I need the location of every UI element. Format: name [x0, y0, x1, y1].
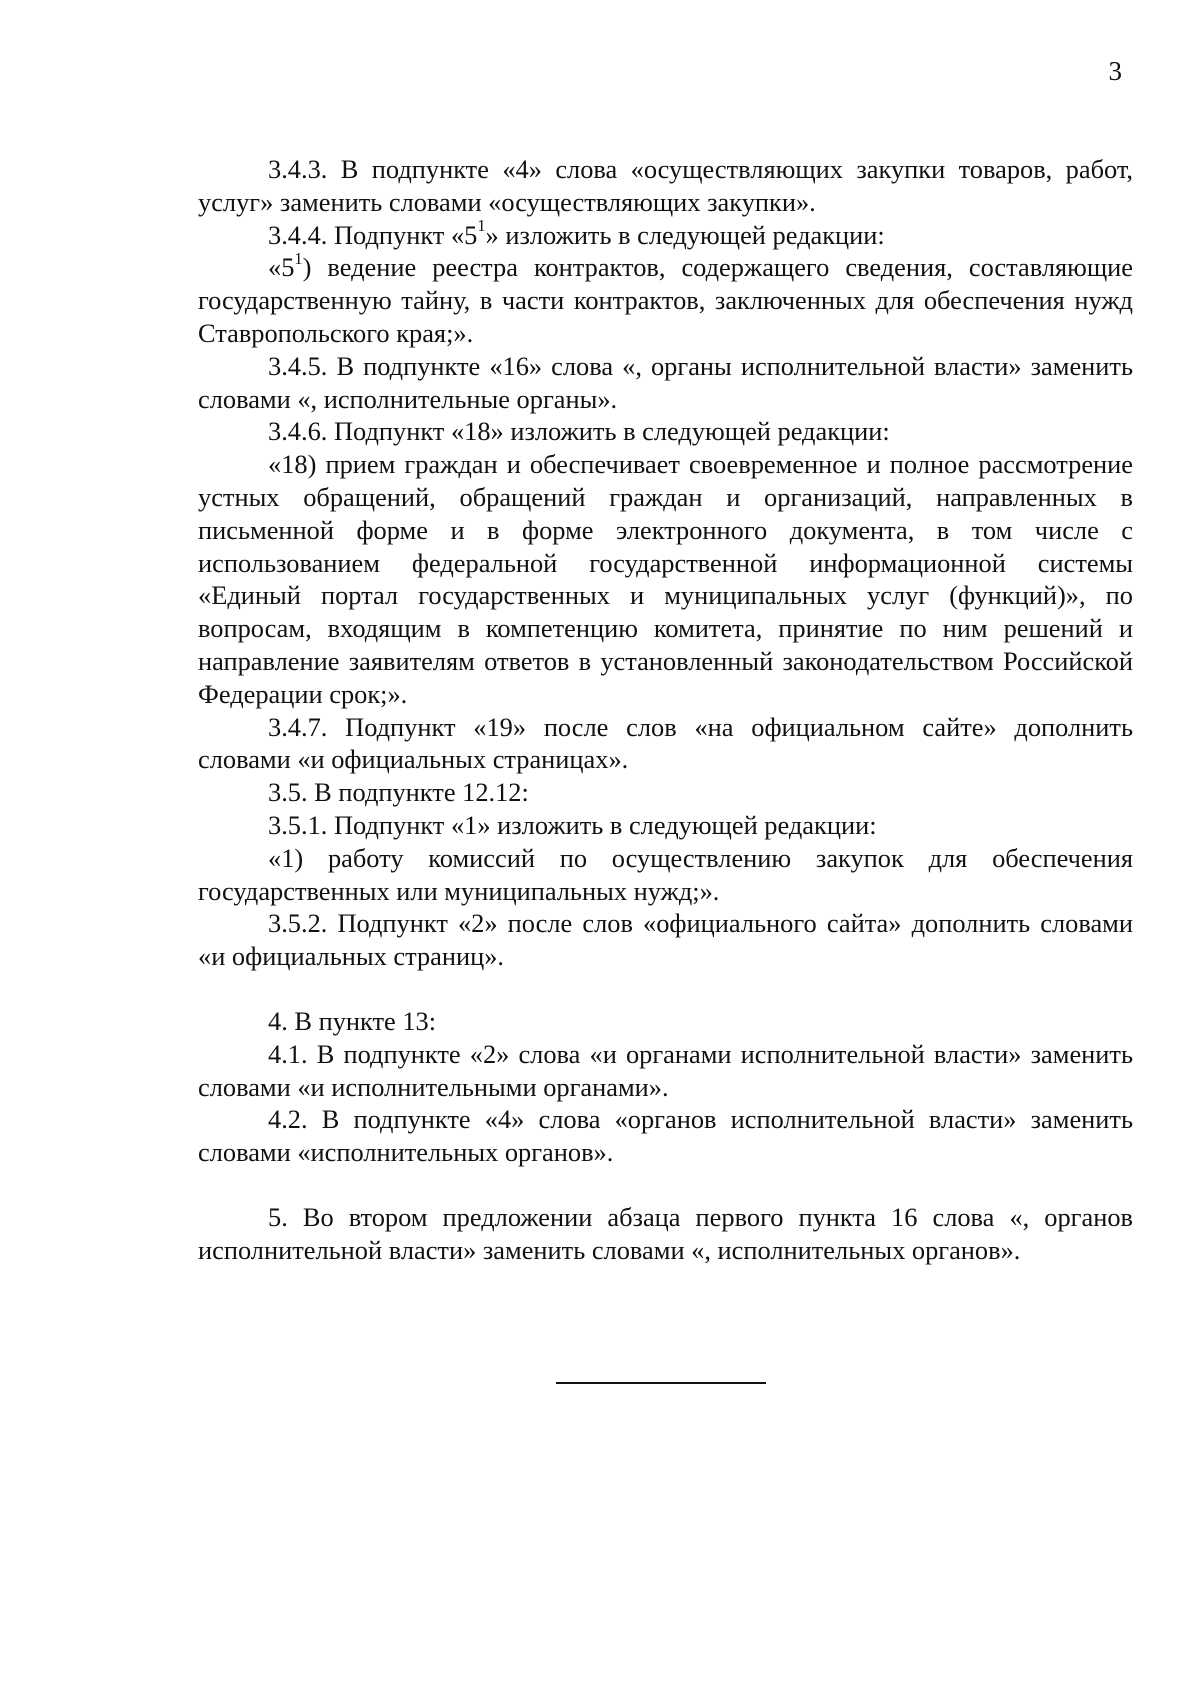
paragraph-4-2: 4.2. В подпункте «4» слова «органов исполнительной власти» заменить словами «исполнительных органов». — [198, 1104, 1133, 1168]
paragraph-3-5-2: 3.5.2. Подпункт «2» после слов «официального сайта» дополнить словами «и официальных страниц». — [198, 908, 1133, 972]
document-body — [198, 153, 1133, 1267]
quote-subpoint-1: «1) работу комиссий по осуществлению закупок для обеспечения государственных или муниципальных нужд;». — [198, 842, 1133, 906]
paragraph-3-4-4-tail: » изложить в следующей редакции: — [485, 219, 885, 250]
paragraph-3-4-7: 3.4.7. Подпункт «19» после слов «на официальном сайте» дополнить словами «и официальных страницах». — [198, 711, 1133, 775]
paragraph-3-4-4 — [198, 216, 1133, 252]
paragraph-spacer — [198, 973, 1133, 1005]
paragraph-4-1: 4.1. В подпункте «2» слова «и органами исполнительной власти» заменить словами «и исполнительными органами». — [198, 1038, 1133, 1102]
quote-subpoint-5-1 — [198, 251, 1133, 349]
paragraph-3-4-4-text: 3.4.4. Подпункт «5 — [268, 219, 478, 250]
paragraph-3-5-1: 3.5.1. Подпункт «1» изложить в следующей редакции: — [268, 809, 877, 840]
paragraph-3-4-6: 3.4.6. Подпункт «18» изложить в следующей редакции: — [268, 416, 890, 447]
superscript-one: 1 — [477, 216, 486, 236]
paragraph-spacer — [198, 1169, 1133, 1201]
paragraph-3-5: 3.5. В подпункте 12.12: — [268, 777, 529, 808]
paragraph-3-4-5: 3.4.5. В подпункте «16» слова «, органы исполнительной власти» заменить словами «, исполнительные органы». — [198, 350, 1133, 414]
paragraph-5: 5. Во втором предложении абзаца первого пункта 16 слова «, органов исполнительной власти» заменить словами «, исполнительных органов». — [198, 1201, 1133, 1265]
paragraph-4: 4. В пункте 13: — [268, 1005, 437, 1036]
page-number: 3 — [1108, 56, 1122, 86]
paragraph-3-4-3: 3.4.3. В подпункте «4» слова «осуществляющих закупки товаров, работ, услуг» заменить словами «осуществляющих закупки». — [198, 154, 1133, 217]
superscript-one: 1 — [294, 249, 303, 269]
end-of-document-rule — [556, 1382, 766, 1384]
quote-subpoint-5-1-tail: ) ведение реестра контрактов, содержащего сведения, составляющие государственную тайну, в части контрактов, заключенных для обеспечения нужд Ставропольского края;». — [198, 252, 1133, 348]
quote-subpoint-18: «18) прием граждан и обеспечивает своевременное и полное рассмотрение устных обращений, обращений граждан и организаций, направленных в письменной форме и в форме электронного документа, в том числе с использованием федеральной государственной информационной системы «Единый портал государственных и муниципальных услуг (функций)», по вопросам, входящим в компетенцию комитета, принятие по ним решений и направление заявителям ответов в установленный законодательством Российской Федерации срок;». — [198, 449, 1133, 709]
quote-subpoint-5-1-text: «5 — [268, 252, 295, 283]
